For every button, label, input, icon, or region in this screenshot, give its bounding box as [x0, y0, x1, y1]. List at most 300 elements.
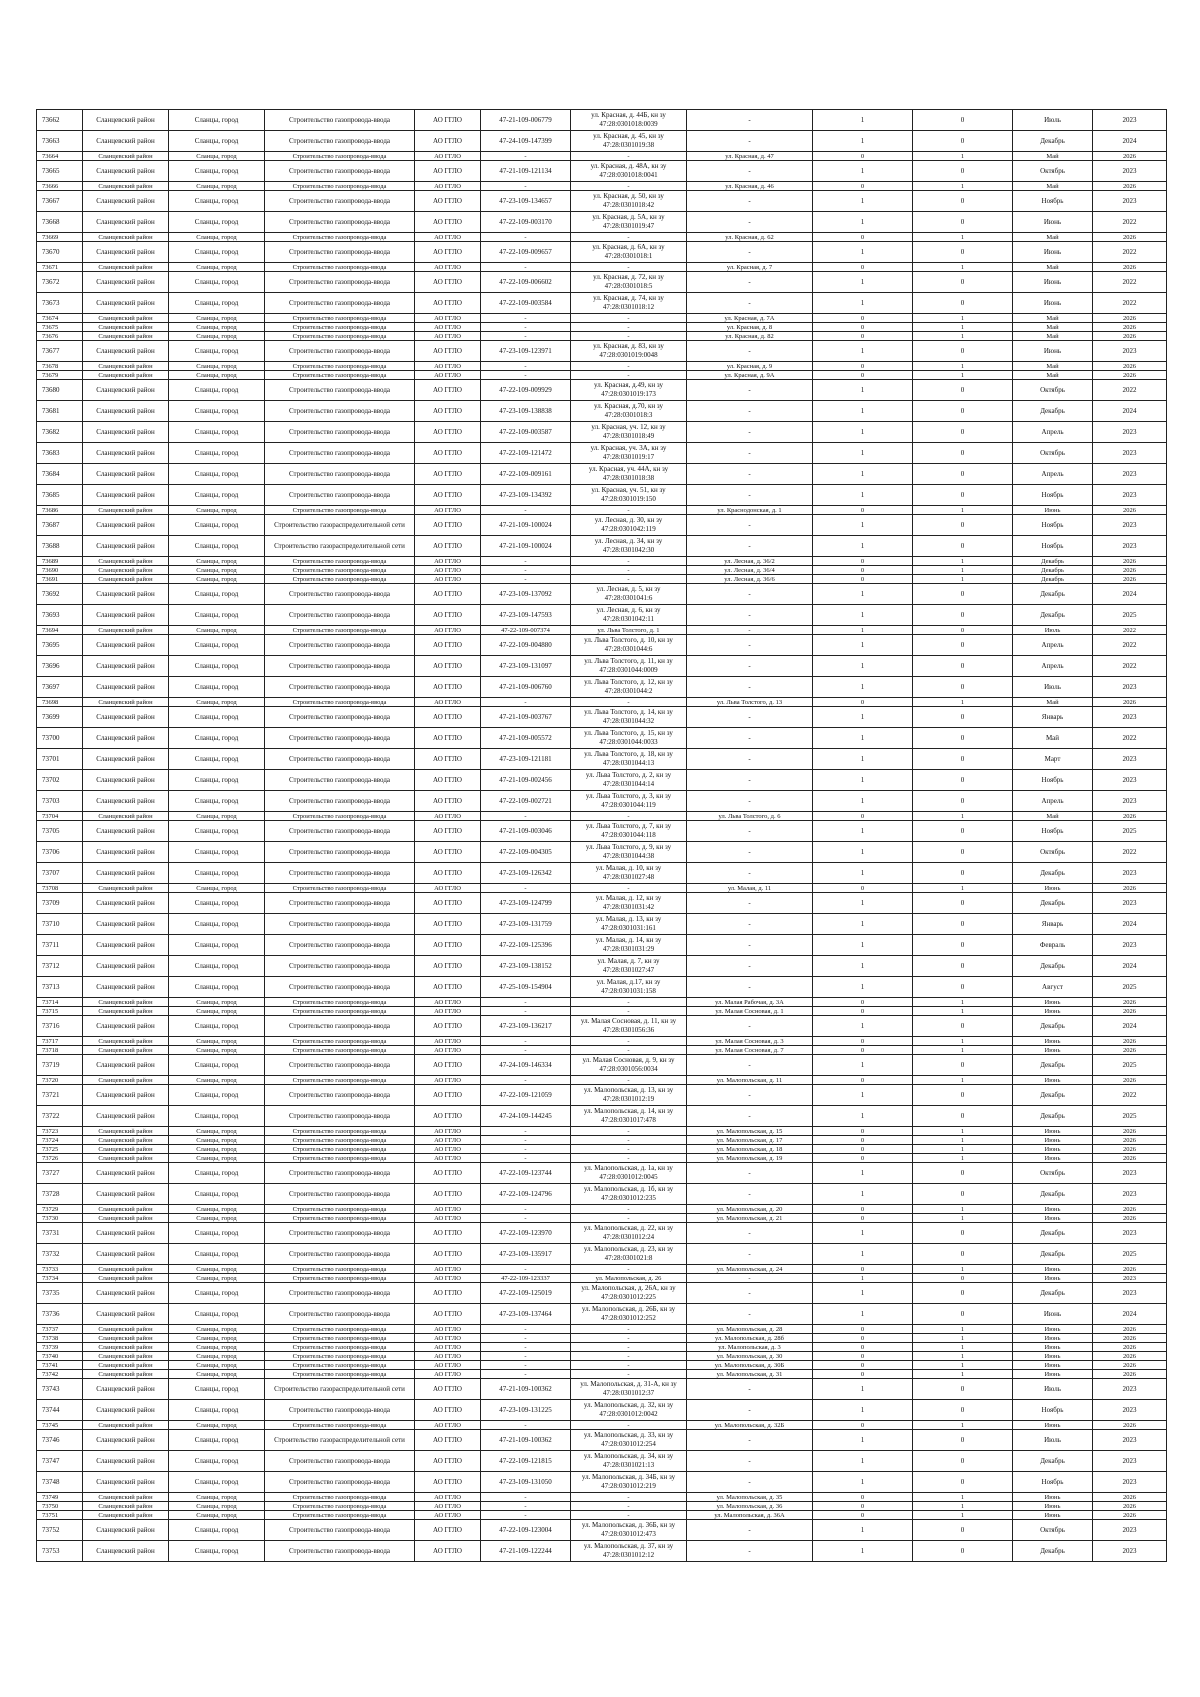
district-cell: Сланцевский район [83, 812, 169, 821]
row-id-cell: 73722 [37, 1106, 83, 1127]
settlement-cell: Сланцы, город [169, 536, 265, 557]
address-cadastral-cell: - [571, 1352, 687, 1361]
work-type-cell: Строительство газопровода-ввода [265, 506, 415, 515]
month-cell: Октябрь [1013, 161, 1093, 182]
count-b-cell: 0 [913, 977, 1013, 998]
month-cell: Декабрь [1013, 893, 1093, 914]
work-type-cell: Строительство газопровода-ввода [265, 110, 415, 131]
month-cell: Ноябрь [1013, 191, 1093, 212]
table-row [37, 1184, 1167, 1205]
work-type-cell: Строительство газопровода-ввода [265, 314, 415, 323]
year-cell: 2026 [1093, 263, 1167, 272]
year-cell: 2026 [1093, 1136, 1167, 1145]
row-id-cell: 73716 [37, 1016, 83, 1037]
count-b-cell: 0 [913, 821, 1013, 842]
district-cell: Сланцевский район [83, 914, 169, 935]
address-cadastral-cell: ул. Малая, д.17, кн зу 47:28:0301031:158 [571, 977, 687, 998]
table-row [37, 263, 1167, 272]
address-cadastral-cell: ул. Льва Толстого, д. 3, кн зу 47:28:0301044:119 [571, 791, 687, 812]
address-cadastral-cell: - [571, 1214, 687, 1223]
month-cell: Декабрь [1013, 605, 1093, 626]
district-cell: Сланцевский район [83, 863, 169, 884]
contract-number-cell: 47-21-109-100024 [481, 515, 571, 536]
table-row [37, 1370, 1167, 1379]
organization-cell: АО ГГЛО [415, 272, 481, 293]
count-b-cell: 0 [913, 893, 1013, 914]
row-id-cell: 73703 [37, 791, 83, 812]
organization-cell: АО ГГЛО [415, 914, 481, 935]
year-cell: 2022 [1093, 842, 1167, 863]
contract-number-cell: - [481, 575, 571, 584]
table-row [37, 605, 1167, 626]
settlement-cell: Сланцы, город [169, 1016, 265, 1037]
settlement-cell: Сланцы, город [169, 1085, 265, 1106]
settlement-cell: Сланцы, город [169, 1007, 265, 1016]
district-cell: Сланцевский район [83, 1370, 169, 1379]
contract-number-cell: 47-23-109-134657 [481, 191, 571, 212]
row-id-cell: 73708 [37, 884, 83, 893]
work-type-cell: Строительство газопровода-ввода [265, 584, 415, 605]
month-cell: Июнь [1013, 1154, 1093, 1163]
contract-number-cell: - [481, 1334, 571, 1343]
district-cell: Сланцевский район [83, 1265, 169, 1274]
month-cell: Июль [1013, 110, 1093, 131]
count-b-cell: 0 [913, 842, 1013, 863]
settlement-cell: Сланцы, город [169, 422, 265, 443]
row-id-cell: 73726 [37, 1154, 83, 1163]
row-id-cell: 73686 [37, 506, 83, 515]
contract-number-cell: 47-22-109-125396 [481, 935, 571, 956]
work-type-cell: Строительство газопровода-ввода [265, 1007, 415, 1016]
year-cell: 2023 [1093, 1274, 1167, 1283]
settlement-cell: Сланцы, город [169, 332, 265, 341]
work-type-cell: Строительство газопровода-ввода [265, 1451, 415, 1472]
count-a-cell: 1 [813, 242, 913, 263]
address-cell: - [687, 191, 813, 212]
contract-number-cell: - [481, 1145, 571, 1154]
table-row [37, 575, 1167, 584]
contract-number-cell: 47-22-109-004880 [481, 635, 571, 656]
row-id-cell: 73730 [37, 1214, 83, 1223]
settlement-cell: Сланцы, город [169, 698, 265, 707]
address-cell: ул. Лесная, д. 36/2 [687, 557, 813, 566]
row-id-cell: 73675 [37, 323, 83, 332]
settlement-cell: Сланцы, город [169, 791, 265, 812]
district-cell: Сланцевский район [83, 422, 169, 443]
address-cell: - [687, 1163, 813, 1184]
work-type-cell: Строительство газораспределительной сети [265, 1430, 415, 1451]
month-cell: Октябрь [1013, 842, 1093, 863]
table-row [37, 1274, 1167, 1283]
contract-number-cell: - [481, 323, 571, 332]
count-b-cell: 1 [913, 566, 1013, 575]
work-type-cell: Строительство газопровода-ввода [265, 791, 415, 812]
month-cell: Август [1013, 977, 1093, 998]
address-cell: - [687, 1055, 813, 1076]
row-id-cell: 73738 [37, 1334, 83, 1343]
count-b-cell: 0 [913, 341, 1013, 362]
contract-number-cell: - [481, 884, 571, 893]
month-cell: Май [1013, 371, 1093, 380]
work-type-cell: Строительство газопровода-ввода [265, 362, 415, 371]
row-id-cell: 73705 [37, 821, 83, 842]
row-id-cell: 73751 [37, 1511, 83, 1520]
contract-number-cell: 47-22-109-121472 [481, 443, 571, 464]
year-cell: 2022 [1093, 272, 1167, 293]
settlement-cell: Сланцы, город [169, 212, 265, 233]
settlement-cell: Сланцы, город [169, 362, 265, 371]
month-cell: Июнь [1013, 1214, 1093, 1223]
district-cell: Сланцевский район [83, 506, 169, 515]
month-cell: Декабрь [1013, 575, 1093, 584]
work-type-cell: Строительство газопровода-ввода [265, 977, 415, 998]
address-cadastral-cell: - [571, 884, 687, 893]
work-type-cell: Строительство газопровода-ввода [265, 1085, 415, 1106]
address-cell: - [687, 656, 813, 677]
count-b-cell: 1 [913, 1265, 1013, 1274]
month-cell: Декабрь [1013, 1106, 1093, 1127]
month-cell: Декабрь [1013, 1223, 1093, 1244]
work-type-cell: Строительство газопровода-ввода [265, 914, 415, 935]
district-cell: Сланцевский район [83, 698, 169, 707]
organization-cell: АО ГГЛО [415, 485, 481, 506]
count-b-cell: 1 [913, 1136, 1013, 1145]
year-cell: 2026 [1093, 1361, 1167, 1370]
table-row [37, 977, 1167, 998]
year-cell: 2025 [1093, 1106, 1167, 1127]
address-cadastral-cell: - [571, 1502, 687, 1511]
contract-number-cell: 47-23-109-121181 [481, 749, 571, 770]
table-row [37, 1037, 1167, 1046]
count-a-cell: 0 [813, 1265, 913, 1274]
year-cell: 2023 [1093, 1400, 1167, 1421]
contract-number-cell: - [481, 1046, 571, 1055]
settlement-cell: Сланцы, город [169, 341, 265, 362]
row-id-cell: 73670 [37, 242, 83, 263]
row-id-cell: 73706 [37, 842, 83, 863]
work-type-cell: Строительство газопровода-ввода [265, 698, 415, 707]
count-a-cell: 0 [813, 1136, 913, 1145]
address-cadastral-cell: - [571, 371, 687, 380]
district-cell: Сланцевский район [83, 977, 169, 998]
district-cell: Сланцевский район [83, 293, 169, 314]
month-cell: Декабрь [1013, 1283, 1093, 1304]
table-row [37, 233, 1167, 242]
district-cell: Сланцевский район [83, 791, 169, 812]
district-cell: Сланцевский район [83, 1046, 169, 1055]
organization-cell: АО ГГЛО [415, 812, 481, 821]
count-a-cell: 1 [813, 1541, 913, 1562]
district-cell: Сланцевский район [83, 893, 169, 914]
row-id-cell: 73691 [37, 575, 83, 584]
organization-cell: АО ГГЛО [415, 1046, 481, 1055]
year-cell: 2022 [1093, 242, 1167, 263]
contract-number-cell: 47-22-109-007374 [481, 626, 571, 635]
address-cell: ул. Малопольская, д. 3 [687, 1343, 813, 1352]
work-type-cell: Строительство газопровода-ввода [265, 293, 415, 314]
count-b-cell: 0 [913, 1541, 1013, 1562]
year-cell: 2025 [1093, 1244, 1167, 1265]
count-b-cell: 0 [913, 584, 1013, 605]
year-cell: 2023 [1093, 749, 1167, 770]
work-type-cell: Строительство газопровода-ввода [265, 842, 415, 863]
count-a-cell: 1 [813, 821, 913, 842]
organization-cell: АО ГГЛО [415, 314, 481, 323]
address-cadastral-cell: ул. Красная, д. 48А, кн зу 47:28:0301018:0041 [571, 161, 687, 182]
month-cell: Июнь [1013, 1352, 1093, 1361]
count-a-cell: 1 [813, 707, 913, 728]
table-row [37, 1451, 1167, 1472]
settlement-cell: Сланцы, город [169, 506, 265, 515]
settlement-cell: Сланцы, город [169, 770, 265, 791]
address-cell: ул. Лесная, д. 36/6 [687, 575, 813, 584]
year-cell: 2024 [1093, 131, 1167, 152]
district-cell: Сланцевский район [83, 557, 169, 566]
address-cell: - [687, 770, 813, 791]
count-b-cell: 0 [913, 1304, 1013, 1325]
row-id-cell: 73665 [37, 161, 83, 182]
settlement-cell: Сланцы, город [169, 110, 265, 131]
table-row [37, 1085, 1167, 1106]
organization-cell: АО ГГЛО [415, 191, 481, 212]
table-row [37, 1430, 1167, 1451]
address-cadastral-cell: ул. Льва Толстого, д. 18, кн зу 47:28:0301044:13 [571, 749, 687, 770]
work-type-cell: Строительство газопровода-ввода [265, 893, 415, 914]
count-a-cell: 0 [813, 506, 913, 515]
settlement-cell: Сланцы, город [169, 1400, 265, 1421]
address-cell: ул. Малопольская, д. 36 [687, 1502, 813, 1511]
settlement-cell: Сланцы, город [169, 443, 265, 464]
address-cadastral-cell: - [571, 812, 687, 821]
settlement-cell: Сланцы, город [169, 728, 265, 749]
count-a-cell: 1 [813, 914, 913, 935]
work-type-cell: Строительство газопровода-ввода [265, 956, 415, 977]
year-cell: 2023 [1093, 677, 1167, 698]
count-a-cell: 0 [813, 1145, 913, 1154]
work-type-cell: Строительство газопровода-ввода [265, 1325, 415, 1334]
work-type-cell: Строительство газопровода-ввода [265, 422, 415, 443]
row-id-cell: 73679 [37, 371, 83, 380]
settlement-cell: Сланцы, город [169, 1541, 265, 1562]
settlement-cell: Сланцы, город [169, 1127, 265, 1136]
organization-cell: АО ГГЛО [415, 893, 481, 914]
month-cell: Январь [1013, 914, 1093, 935]
address-cell: ул. Красная, д. 9А [687, 371, 813, 380]
contract-number-cell: - [481, 1421, 571, 1430]
table-row [37, 1520, 1167, 1541]
settlement-cell: Сланцы, город [169, 863, 265, 884]
organization-cell: АО ГГЛО [415, 1244, 481, 1265]
month-cell: Май [1013, 182, 1093, 191]
address-cadastral-cell: ул. Малопольская, д. 26 [571, 1274, 687, 1283]
count-a-cell: 1 [813, 626, 913, 635]
count-a-cell: 0 [813, 698, 913, 707]
contract-number-cell: - [481, 1325, 571, 1334]
contract-number-cell: 47-23-109-138838 [481, 401, 571, 422]
year-cell: 2026 [1093, 1205, 1167, 1214]
address-cadastral-cell: ул. Красная, уч. 51, кн зу 47:28:0301019:150 [571, 485, 687, 506]
table-row [37, 707, 1167, 728]
count-a-cell: 1 [813, 485, 913, 506]
count-a-cell: 1 [813, 1163, 913, 1184]
contract-number-cell: 47-22-109-121815 [481, 1451, 571, 1472]
row-id-cell: 73664 [37, 152, 83, 161]
work-type-cell: Строительство газопровода-ввода [265, 557, 415, 566]
contract-number-cell: 47-23-109-135917 [481, 1244, 571, 1265]
address-cadastral-cell: ул. Малопольская, д. 32, кн зу 47:28:0301012:0042 [571, 1400, 687, 1421]
table-row [37, 626, 1167, 635]
year-cell: 2026 [1093, 1370, 1167, 1379]
address-cell: - [687, 893, 813, 914]
count-b-cell: 0 [913, 161, 1013, 182]
organization-cell: АО ГГЛО [415, 362, 481, 371]
work-type-cell: Строительство газопровода-ввода [265, 1136, 415, 1145]
count-a-cell: 1 [813, 401, 913, 422]
district-cell: Сланцевский район [83, 323, 169, 332]
row-id-cell: 73719 [37, 1055, 83, 1076]
month-cell: Июнь [1013, 1145, 1093, 1154]
month-cell: Ноябрь [1013, 485, 1093, 506]
year-cell: 2026 [1093, 323, 1167, 332]
contract-number-cell: 47-21-109-100362 [481, 1430, 571, 1451]
contract-number-cell: 47-23-109-123971 [481, 341, 571, 362]
organization-cell: АО ГГЛО [415, 698, 481, 707]
work-type-cell: Строительство газопровода-ввода [265, 1055, 415, 1076]
row-id-cell: 73728 [37, 1184, 83, 1205]
district-cell: Сланцевский район [83, 1421, 169, 1430]
address-cadastral-cell: - [571, 1037, 687, 1046]
table-row [37, 1265, 1167, 1274]
work-type-cell: Строительство газопровода-ввода [265, 749, 415, 770]
organization-cell: АО ГГЛО [415, 1352, 481, 1361]
address-cell: ул. Красная, д. 8 [687, 323, 813, 332]
count-a-cell: 1 [813, 677, 913, 698]
address-cell: - [687, 842, 813, 863]
settlement-cell: Сланцы, город [169, 884, 265, 893]
month-cell: Июнь [1013, 1343, 1093, 1352]
row-id-cell: 73749 [37, 1493, 83, 1502]
table-row [37, 1076, 1167, 1085]
month-cell: Март [1013, 749, 1093, 770]
work-type-cell: Строительство газопровода-ввода [265, 161, 415, 182]
row-id-cell: 73744 [37, 1400, 83, 1421]
address-cadastral-cell: ул. Красная, д.70, кн зу 47:28:0301018:3 [571, 401, 687, 422]
settlement-cell: Сланцы, город [169, 1430, 265, 1451]
address-cadastral-cell: ул. Малопольская, д. 23, кн зу 47:28:0301021:8 [571, 1244, 687, 1265]
count-a-cell: 0 [813, 152, 913, 161]
organization-cell: АО ГГЛО [415, 464, 481, 485]
district-cell: Сланцевский район [83, 770, 169, 791]
address-cell: - [687, 536, 813, 557]
address-cadastral-cell: ул. Малая, д. 7, кн зу 47:28:0301027:47 [571, 956, 687, 977]
organization-cell: АО ГГЛО [415, 152, 481, 161]
district-cell: Сланцевский район [83, 1163, 169, 1184]
district-cell: Сланцевский район [83, 1127, 169, 1136]
table-row [37, 1361, 1167, 1370]
organization-cell: АО ГГЛО [415, 749, 481, 770]
month-cell: Июнь [1013, 1205, 1093, 1214]
district-cell: Сланцевский район [83, 626, 169, 635]
row-id-cell: 73739 [37, 1343, 83, 1352]
year-cell: 2026 [1093, 371, 1167, 380]
month-cell: Июнь [1013, 1046, 1093, 1055]
settlement-cell: Сланцы, город [169, 707, 265, 728]
year-cell: 2023 [1093, 893, 1167, 914]
address-cell: ул. Красная, д. 7 [687, 263, 813, 272]
address-cell: - [687, 914, 813, 935]
district-cell: Сланцевский район [83, 1037, 169, 1046]
table-row [37, 1223, 1167, 1244]
year-cell: 2023 [1093, 1451, 1167, 1472]
count-b-cell: 0 [913, 272, 1013, 293]
work-type-cell: Строительство газопровода-ввода [265, 1352, 415, 1361]
year-cell: 2024 [1093, 956, 1167, 977]
settlement-cell: Сланцы, город [169, 191, 265, 212]
count-a-cell: 0 [813, 233, 913, 242]
month-cell: Апрель [1013, 791, 1093, 812]
row-id-cell: 73698 [37, 698, 83, 707]
month-cell: Июнь [1013, 1304, 1093, 1325]
settlement-cell: Сланцы, город [169, 1265, 265, 1274]
count-b-cell: 0 [913, 131, 1013, 152]
contract-number-cell: 47-23-109-131759 [481, 914, 571, 935]
row-id-cell: 73663 [37, 131, 83, 152]
address-cadastral-cell: ул. Малопольская, д. 13, кн зу 47:28:0301012:19 [571, 1085, 687, 1106]
contract-number-cell: 47-22-109-003587 [481, 422, 571, 443]
count-a-cell: 1 [813, 956, 913, 977]
organization-cell: АО ГГЛО [415, 401, 481, 422]
table-row [37, 380, 1167, 401]
count-b-cell: 0 [913, 707, 1013, 728]
organization-cell: АО ГГЛО [415, 677, 481, 698]
contract-number-cell: 47-22-109-123004 [481, 1520, 571, 1541]
address-cadastral-cell: ул. Льва Толстого, д. 10, кн зу 47:28:0301044:6 [571, 635, 687, 656]
month-cell: Декабрь [1013, 956, 1093, 977]
district-cell: Сланцевский район [83, 1541, 169, 1562]
year-cell: 2023 [1093, 536, 1167, 557]
year-cell: 2026 [1093, 1502, 1167, 1511]
row-id-cell: 73734 [37, 1274, 83, 1283]
year-cell: 2026 [1093, 575, 1167, 584]
settlement-cell: Сланцы, город [169, 626, 265, 635]
contract-number-cell: 47-21-109-122244 [481, 1541, 571, 1562]
table-row [37, 1472, 1167, 1493]
month-cell: Июнь [1013, 341, 1093, 362]
address-cadastral-cell: ул. Льва Толстого, д. 9, кн зу 47:28:0301044:38 [571, 842, 687, 863]
district-cell: Сланцевский район [83, 1106, 169, 1127]
address-cell: ул. Малопольская, д. 30 [687, 1352, 813, 1361]
year-cell: 2024 [1093, 401, 1167, 422]
table-row [37, 1136, 1167, 1145]
row-id-cell: 73735 [37, 1283, 83, 1304]
count-a-cell: 0 [813, 1370, 913, 1379]
contract-number-cell: 47-22-109-123337 [481, 1274, 571, 1283]
address-cadastral-cell: - [571, 998, 687, 1007]
row-id-cell: 73681 [37, 401, 83, 422]
address-cell: - [687, 1451, 813, 1472]
address-cadastral-cell: ул. Малопольская, д. 37, кн зу 47:28:0301012:12 [571, 1541, 687, 1562]
address-cadastral-cell: - [571, 1136, 687, 1145]
organization-cell: АО ГГЛО [415, 1154, 481, 1163]
address-cadastral-cell: ул. Малопольская, д. 33, кн зу 47:28:0301012:254 [571, 1430, 687, 1451]
work-type-cell: Строительство газопровода-ввода [265, 728, 415, 749]
settlement-cell: Сланцы, город [169, 1304, 265, 1325]
settlement-cell: Сланцы, город [169, 1325, 265, 1334]
organization-cell: АО ГГЛО [415, 998, 481, 1007]
count-b-cell: 0 [913, 914, 1013, 935]
contract-number-cell: 47-24-109-147399 [481, 131, 571, 152]
organization-cell: АО ГГЛО [415, 977, 481, 998]
